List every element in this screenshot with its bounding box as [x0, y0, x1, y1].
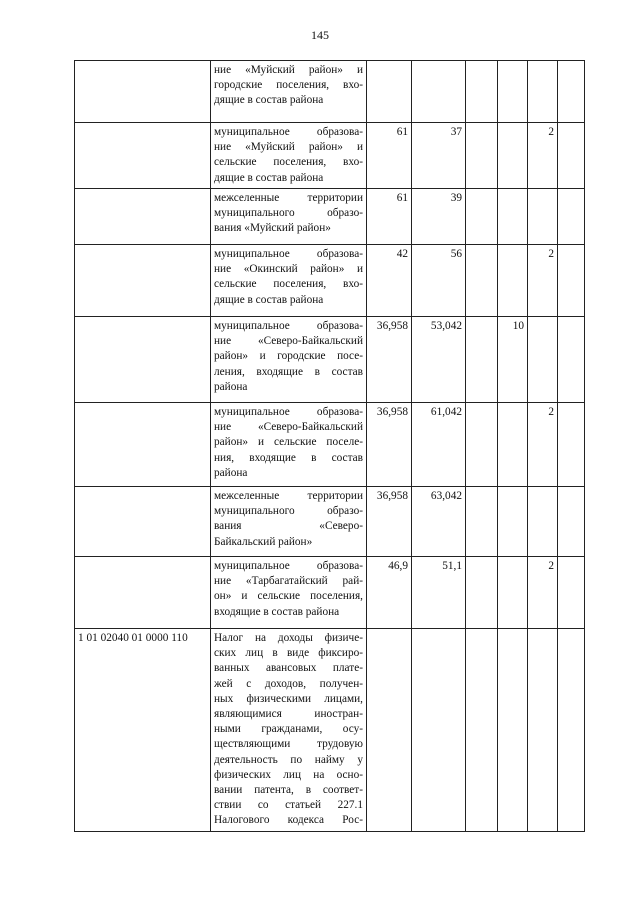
- percent-cell-c3: [466, 403, 498, 487]
- percent-cell-c5: [528, 189, 558, 245]
- name-line: ние «Северо-Байкальский: [214, 421, 363, 434]
- percent-cell-c5: 2: [528, 557, 558, 629]
- percent-cell-c2: 63,042: [412, 487, 466, 557]
- name-line: ления, входящие в состав: [214, 365, 363, 378]
- name-line: ния, входящие в состав: [214, 451, 363, 464]
- percent-cell-c6: [558, 403, 585, 487]
- name-line: район» и городские посе-: [214, 350, 363, 363]
- name-line: ских лиц в виде фиксиро-: [214, 647, 363, 660]
- percent-cell-c4: [498, 629, 528, 832]
- percent-cell-c3: [466, 487, 498, 557]
- name-line: ние «Муйский район» и: [214, 64, 363, 76]
- percent-cell-c6: [558, 317, 585, 403]
- percent-cell-c3: [466, 61, 498, 123]
- percent-cell-c3: [466, 245, 498, 317]
- name-line: ных физическими лицами,: [214, 692, 363, 705]
- percent-cell-c5: 2: [528, 245, 558, 317]
- percent-cell-c2: [412, 61, 466, 123]
- percent-cell-c6: [558, 557, 585, 629]
- name-line: сельские поселения, вхо-: [214, 278, 363, 291]
- name-line: ствии со статьей 227.1: [214, 799, 363, 812]
- kbk-code-cell: 1 01 02040 01 0000 110: [75, 629, 211, 832]
- revenue-distribution-table: [74, 60, 585, 832]
- name-line: муниципальное образова-: [214, 320, 363, 332]
- percent-cell-c3: [466, 557, 498, 629]
- percent-cell-c2: 51,1: [412, 557, 466, 629]
- name-line: вании патента, в соответ-: [214, 784, 363, 797]
- name-line: муниципальное образова-: [214, 248, 363, 260]
- name-line: муниципальное образова-: [214, 406, 363, 418]
- kbk-code-cell: [75, 317, 211, 403]
- kbk-code-cell: [75, 403, 211, 487]
- percent-cell-c5: [528, 317, 558, 403]
- name-line: вания «Северо-: [214, 520, 363, 533]
- name-line: он» и сельские поселения,: [214, 590, 363, 603]
- percent-cell-c5: [528, 487, 558, 557]
- percent-cell-c2: 39: [412, 189, 466, 245]
- revenue-name-cell: [211, 557, 367, 629]
- name-line: района: [214, 380, 248, 393]
- name-line: межселенные территории: [214, 490, 363, 502]
- percent-cell-c1: [367, 629, 412, 832]
- percent-cell-c4: [498, 487, 528, 557]
- name-line: муниципальное образова-: [214, 126, 363, 138]
- name-line: муниципальное образова-: [214, 560, 363, 572]
- name-line: Налогового кодекса Рос-: [214, 814, 363, 827]
- percent-cell-c1: 46,9: [367, 557, 412, 629]
- percent-cell-c4: [498, 557, 528, 629]
- percent-cell-c3: [466, 317, 498, 403]
- percent-cell-c1: 61: [367, 189, 412, 245]
- name-line: ществляющими трудовую: [214, 738, 363, 751]
- percent-cell-c5: 2: [528, 403, 558, 487]
- percent-cell-c1: [367, 61, 412, 123]
- table-row: [75, 189, 585, 245]
- percent-cell-c2: 56: [412, 245, 466, 317]
- percent-cell-c3: [466, 629, 498, 832]
- percent-cell-c5: [528, 629, 558, 832]
- revenue-name-cell: [211, 189, 367, 245]
- table-row: [75, 245, 585, 317]
- name-line: дящие в состав района: [214, 293, 324, 306]
- name-line: жей с доходов, получен-: [214, 677, 363, 690]
- percent-cell-c1: 36,958: [367, 403, 412, 487]
- percent-cell-c1: 42: [367, 245, 412, 317]
- kbk-code-cell: [75, 487, 211, 557]
- revenue-name-cell: [211, 317, 367, 403]
- table-row: [75, 487, 585, 557]
- name-line: ние «Тарбагатайский рай-: [214, 575, 363, 588]
- name-line: муниципального образо-: [214, 207, 363, 220]
- revenue-name-cell: [211, 629, 367, 832]
- percent-cell-c6: [558, 189, 585, 245]
- name-line: ние «Северо-Байкальский: [214, 335, 363, 348]
- kbk-code-cell: [75, 189, 211, 245]
- percent-cell-c3: [466, 123, 498, 189]
- kbk-code-cell: [75, 123, 211, 189]
- percent-cell-c5: [528, 61, 558, 123]
- revenue-name-cell: [211, 403, 367, 487]
- name-line: района: [214, 466, 248, 479]
- percent-cell-c6: [558, 61, 585, 123]
- percent-cell-c4: [498, 245, 528, 317]
- revenue-name-cell: [211, 123, 367, 189]
- name-line: являющимися иностран-: [214, 708, 363, 721]
- name-line: Байкальский район»: [214, 535, 313, 548]
- percent-cell-c2: [412, 629, 466, 832]
- name-line: дящие в состав района: [214, 171, 324, 184]
- percent-cell-c6: [558, 123, 585, 189]
- page-number: 145: [311, 28, 329, 42]
- percent-cell-c4: [498, 123, 528, 189]
- name-line: ванных авансовых плате-: [214, 662, 363, 675]
- name-line: муниципального образо-: [214, 505, 363, 518]
- name-line: ными гражданами, осу-: [214, 723, 363, 736]
- table-row: [75, 403, 585, 487]
- name-line: район» и сельские поселе-: [214, 436, 363, 449]
- name-line: межселенные территории: [214, 192, 363, 204]
- revenue-name-cell: [211, 487, 367, 557]
- kbk-code-cell: [75, 61, 211, 123]
- percent-cell-c4: 10: [498, 317, 528, 403]
- table-row: [75, 629, 585, 832]
- revenue-name-cell: [211, 245, 367, 317]
- percent-cell-c4: [498, 61, 528, 123]
- name-line: дящие в состав района: [214, 94, 324, 107]
- percent-cell-c5: 2: [528, 123, 558, 189]
- table-row: [75, 123, 585, 189]
- name-line: физических лиц на осно-: [214, 768, 363, 781]
- name-line: входящие в состав района: [214, 605, 340, 618]
- percent-cell-c6: [558, 245, 585, 317]
- percent-cell-c1: 36,958: [367, 317, 412, 403]
- table-row: [75, 61, 585, 123]
- name-line: Налог на доходы физиче-: [214, 632, 363, 644]
- percent-cell-c3: [466, 189, 498, 245]
- percent-cell-c4: [498, 189, 528, 245]
- name-line: сельские поселения, вхо-: [214, 156, 363, 169]
- name-line: городские поселения, вхо-: [214, 79, 363, 92]
- table-row: [75, 317, 585, 403]
- name-line: ние «Муйский район» и: [214, 141, 363, 154]
- table-row: [75, 557, 585, 629]
- name-line: вания «Муйский район»: [214, 222, 331, 235]
- name-line: ние «Окинский район» и: [214, 263, 363, 276]
- percent-cell-c1: 36,958: [367, 487, 412, 557]
- percent-cell-c6: [558, 487, 585, 557]
- percent-cell-c6: [558, 629, 585, 832]
- percent-cell-c4: [498, 403, 528, 487]
- kbk-code-cell: [75, 245, 211, 317]
- kbk-code-cell: [75, 557, 211, 629]
- percent-cell-c2: 37: [412, 123, 466, 189]
- revenue-name-cell: [211, 61, 367, 123]
- name-line: деятельность по найму у: [214, 753, 363, 766]
- percent-cell-c2: 61,042: [412, 403, 466, 487]
- percent-cell-c1: 61: [367, 123, 412, 189]
- percent-cell-c2: 53,042: [412, 317, 466, 403]
